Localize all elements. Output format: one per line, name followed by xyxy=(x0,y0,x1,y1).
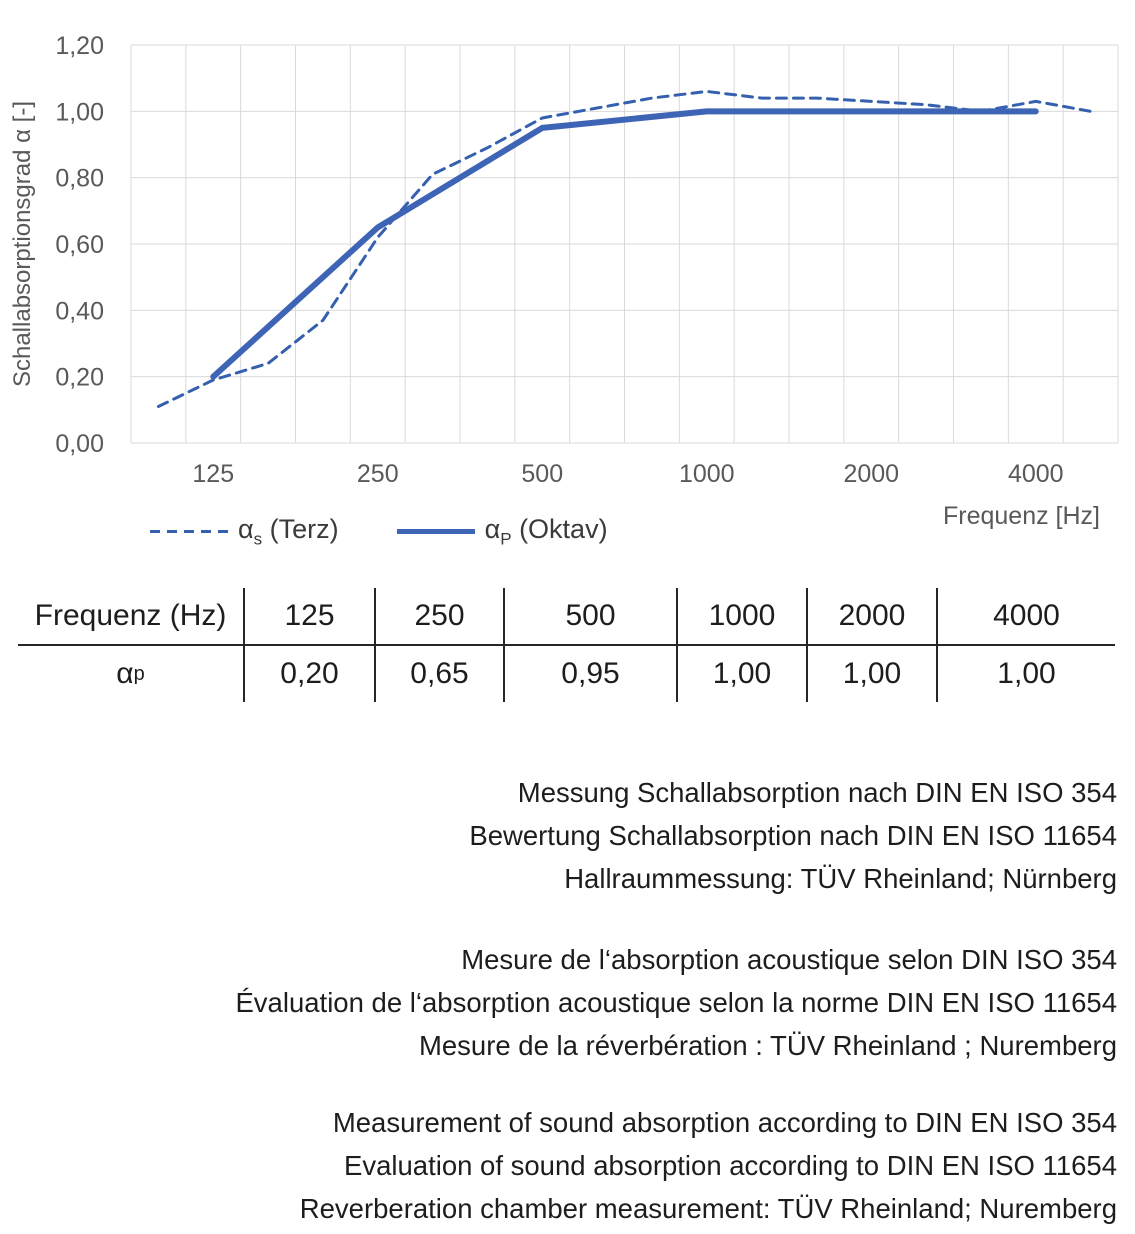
x-tick-label: 4000 xyxy=(1007,460,1064,488)
y-axis-title: Schallabsorptionsgrad α [-] xyxy=(9,100,36,388)
table-row-label-alpha-p: α p xyxy=(18,646,245,702)
table-header-250: 250 xyxy=(376,588,505,646)
x-tick-label: 250 xyxy=(356,460,399,488)
dashed-line-swatch xyxy=(150,530,228,533)
note-line: Reverberation chamber measurement: TÜV Rheinland; Nuremberg xyxy=(299,1193,1117,1224)
note-line: Measurement of sound absorption according to DIN EN ISO 354 xyxy=(332,1107,1117,1138)
legend-item-oktav xyxy=(397,514,608,549)
x-axis-title: Frequenz [Hz] xyxy=(942,502,1100,530)
table-header-2000: 2000 xyxy=(808,588,938,646)
note-line: Evaluation of sound absorption according to DIN EN ISO 11654 xyxy=(343,1150,1117,1181)
x-tick-label: 125 xyxy=(192,460,235,488)
table-header-125: 125 xyxy=(245,588,376,646)
legend-item-terz xyxy=(150,514,339,549)
alpha-p-table xyxy=(18,588,1115,702)
table-header-frequency: Frequenz (Hz) xyxy=(18,588,245,646)
y-tick-label: 0,00 xyxy=(55,430,104,458)
table-value-250: 0,65 xyxy=(376,646,505,702)
x-tick-label: 1000 xyxy=(678,460,735,488)
solid-line-swatch xyxy=(397,529,475,534)
y-tick-label: 0,80 xyxy=(55,164,104,193)
y-tick-label: 0,20 xyxy=(55,363,104,392)
note-line: Mesure de la réverbération : TÜV Rheinland ; Nuremberg xyxy=(418,1030,1117,1061)
x-tick-label: 2000 xyxy=(843,460,900,488)
table-header-4000: 4000 xyxy=(938,588,1115,646)
chart-legend xyxy=(150,512,608,552)
legend-label-terz: $\alpha_s$ (Terz) xyxy=(238,514,339,549)
legend-label-oktav: $\alpha_P$ (Oktav) xyxy=(484,514,608,549)
table-header-500: 500 xyxy=(505,588,678,646)
y-tick-label: 1,00 xyxy=(55,98,104,127)
y-tick-label: 0,60 xyxy=(55,231,104,259)
table-header-1000: 1000 xyxy=(678,588,808,646)
table-value-125: 0,20 xyxy=(245,646,376,702)
note-line: Messung Schallabsorption nach DIN EN ISO 354 xyxy=(517,777,1117,808)
absorption-chart xyxy=(0,0,1135,505)
note-line: Bewertung Schallabsorption nach DIN EN ISO 11654 xyxy=(469,820,1117,851)
table-value-4000: 1,00 xyxy=(997,657,1056,690)
table-value-2000: 1,00 xyxy=(808,646,938,702)
table-value-1000: 1,00 xyxy=(678,646,808,702)
note-line: Évaluation de l‘absorption acoustique selon la norme DIN EN ISO 11654 xyxy=(235,987,1117,1018)
x-tick-label: 500 xyxy=(521,460,564,488)
y-tick-label: 1,20 xyxy=(55,32,104,60)
y-tick-label: 0,40 xyxy=(55,297,104,326)
table-value-500: 0,95 xyxy=(505,646,678,702)
note-line: Mesure de l‘absorption acoustique selon DIN ISO 354 xyxy=(461,944,1117,975)
notes-french xyxy=(18,938,1117,1067)
notes-english xyxy=(18,1101,1117,1230)
notes-german xyxy=(18,771,1117,900)
note-line: Hallraummessung: TÜV Rheinland; Nürnberg xyxy=(564,863,1117,894)
